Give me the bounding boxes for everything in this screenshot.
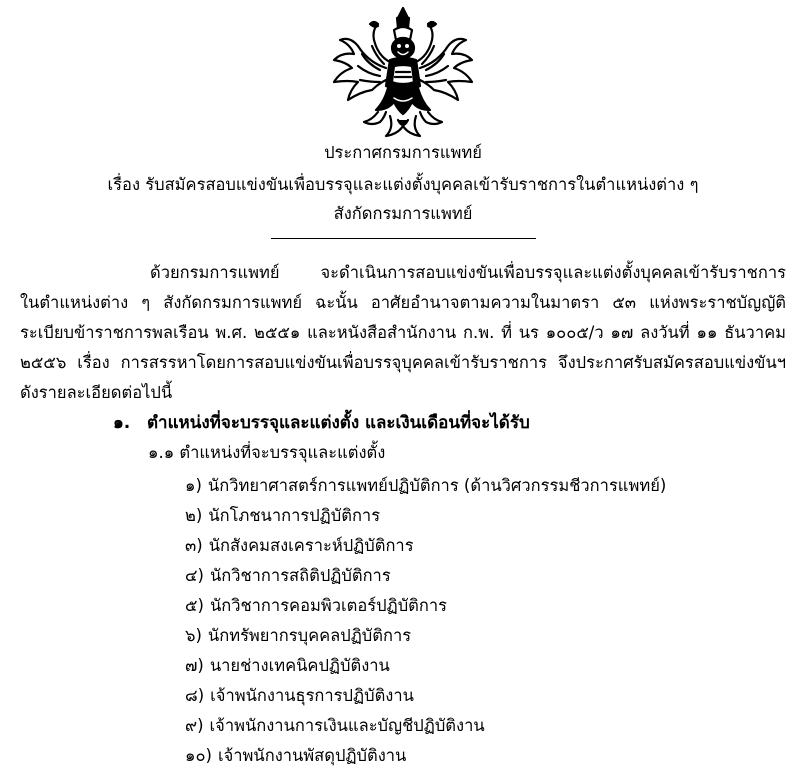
header-divider [271,238,536,239]
section-1-number: ๑. [113,413,131,433]
position-title: นักวิชาการคอมพิวเตอร์ปฏิบัติการ [209,596,448,615]
position-number: ๑) [185,476,202,495]
list-item [185,651,666,681]
body-paragraph-line: ระเบียบข้าราชการพลเรือน พ.ศ. ๒๕๕๑ และหนังสือสำนักงาน ก.พ. ที่ นร ๑๐๐๕/ว ๑๗ ลงวันที่ ๑๑ ธันวาคม [20,323,786,342]
position-number: ๙) [185,716,204,735]
position-title: นายช่างเทคนิคปฏิบัติงาน [209,656,390,675]
position-title: เจ้าพนักงานการเงินและบัญชีปฏิบัติงาน [209,716,485,735]
announcement-subject: เรื่อง รับสมัครสอบแข่งขันเพื่อบรรจุและแต่งตั้งบุคคลเข้ารับราชการในตำแหน่งต่าง ๆ [107,175,699,194]
list-item [185,561,666,591]
body-paragraph-line: ในตำแหน่งต่าง ๆ สังกัดกรมการแพทย์ ฉะนั้น อาศัยอำนาจตามความในมาตรา ๕๓ แห่งพระราชบัญญัติ [20,293,786,312]
position-number: ๕) [185,596,204,615]
announcement-title: ประกาศกรมการแพทย์ [324,143,482,162]
list-item [185,501,666,531]
position-title: เจ้าพนักงานธุรการปฏิบัติงาน [210,686,414,705]
position-number: ๓) [185,536,203,555]
position-title: นักวิทยาศาสตร์การแพทย์ปฏิบัติการ (ด้านวิศวกรรมชีวการแพทย์) [207,476,667,495]
body-paragraph-line: ด้วยกรมการแพทย์ จะดำเนินการสอบแข่งขันเพื่อบรรจุและแต่งตั้งบุคคลเข้ารับราชการ [150,263,786,282]
section-1-heading [113,411,530,435]
list-item [185,741,666,771]
list-item [185,471,666,501]
list-item [185,681,666,711]
position-title: เจ้าพนักงานพัสดุปฏิบัติงาน [217,746,407,765]
position-title: นักโภชนาการปฏิบัติการ [208,506,381,525]
position-list [185,471,666,771]
section-1-title: ตำแหน่งที่จะบรรจุและแต่งตั้ง และเงินเดือนที่จะได้รับ [147,413,530,433]
position-number: ๒) [185,506,203,525]
position-number: ๖) [185,626,202,645]
garuda-emblem-icon [328,6,478,140]
position-title: นักสังคมสงเคราะห์ปฏิบัติการ [208,536,414,555]
list-item [185,711,666,741]
position-number: ๑๐) [185,746,212,765]
position-number: ๔) [185,566,204,585]
position-number: ๗) [185,656,204,675]
position-number: ๘) [185,686,205,705]
position-title: นักทรัพยากรบุคคลปฏิบัติการ [207,626,412,645]
list-item [185,531,666,561]
body-paragraph-line: ดังรายละเอียดต่อไปนี้ [20,383,173,402]
list-item [185,591,666,621]
section-1-1-heading: ๑.๑ ตำแหน่งที่จะบรรจุและแต่งตั้ง [148,443,386,462]
list-item [185,621,666,651]
body-paragraph-line: ๒๕๕๖ เรื่อง การสรรหาโดยการสอบแข่งขันเพื่อบรรจุบุคคลเข้ารับราชการ จึงประกาศรับสมัครสอบแข่งขันฯ [20,353,786,372]
position-title: นักวิชาการสถิติปฏิบัติการ [209,566,391,585]
announcement-affiliation: สังกัดกรมการแพทย์ [333,204,473,223]
